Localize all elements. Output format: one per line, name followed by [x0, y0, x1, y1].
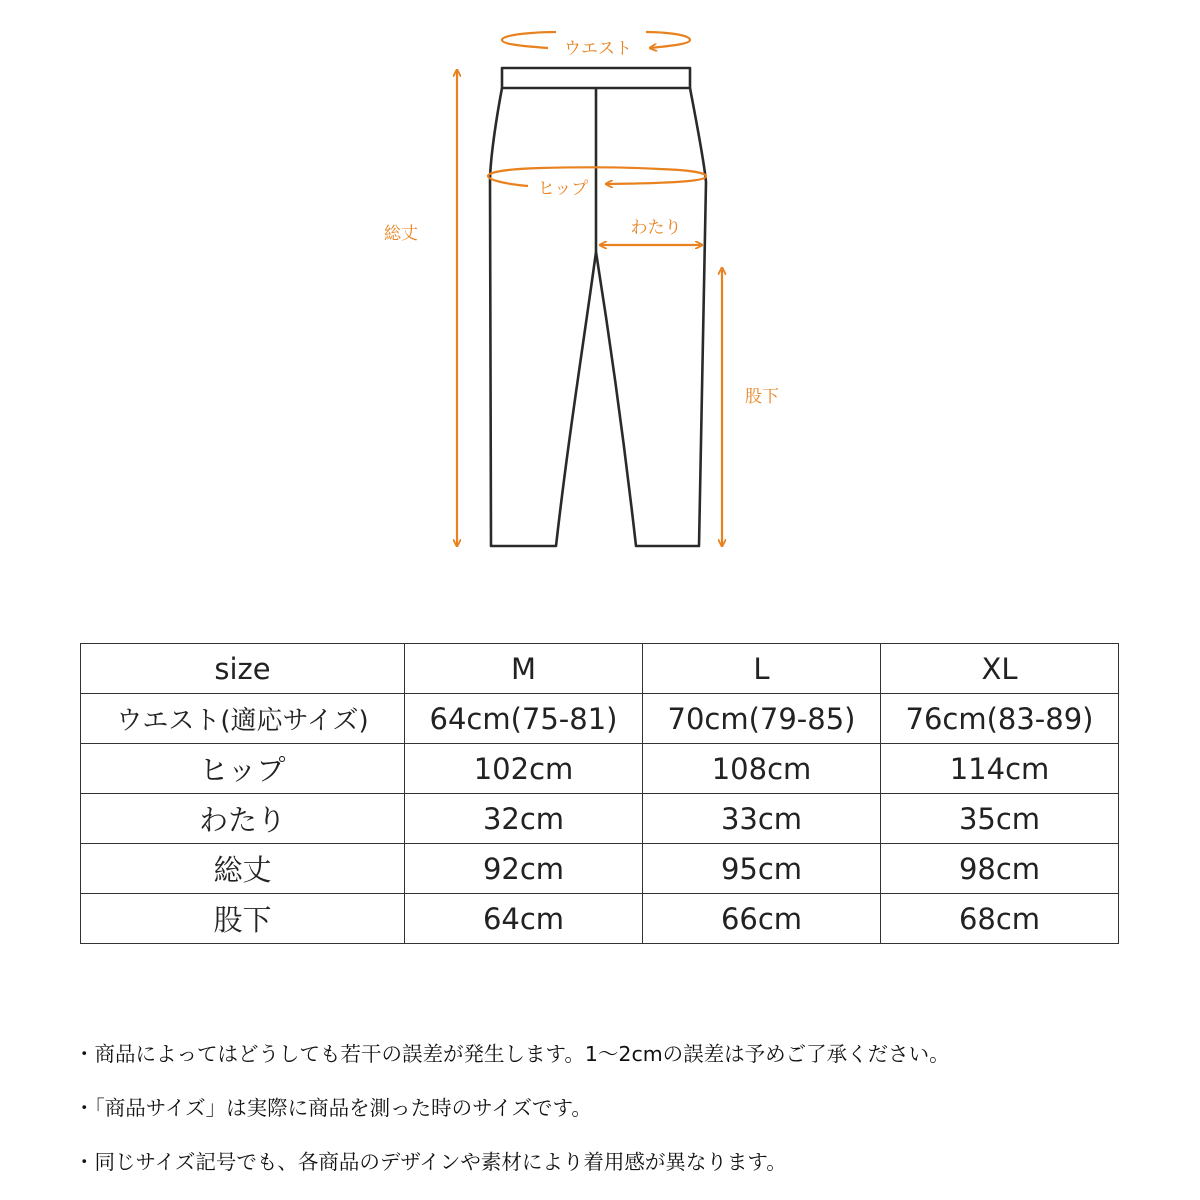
note-item: ・同じサイズ記号でも、各商品のデザインや素材により着用感が異なります。	[74, 1150, 787, 1174]
note-item: ・「商品サイズ」は実際に商品を測った時のサイズです。	[74, 1096, 592, 1120]
table-cell: 92cm	[405, 844, 643, 894]
table-cell: 35cm	[881, 794, 1119, 844]
row-label-waist: ウエスト(適応サイズ)	[81, 694, 405, 744]
table-cell: 66cm	[643, 894, 881, 944]
header-size-m: M	[405, 644, 643, 694]
total-length-label: 総丈	[384, 224, 418, 244]
left-leg-outline	[490, 88, 596, 546]
table-row-hip	[81, 744, 1119, 794]
table-cell: 68cm	[881, 894, 1119, 944]
table-cell: 64cm	[405, 894, 643, 944]
inseam-measure	[722, 268, 779, 546]
thigh-measure	[600, 218, 702, 245]
waist-arc-left	[502, 32, 556, 48]
waist-label: ウエスト	[564, 39, 632, 59]
waistband	[502, 68, 690, 88]
header-size-l: L	[643, 644, 881, 694]
pants-outline	[490, 68, 706, 546]
header-label-cell: size	[81, 644, 405, 694]
note-item: ・商品によってはどうしても若干の誤差が発生します。1〜2cmの誤差は予めご了承ください。	[74, 1042, 950, 1066]
hip-label: ヒップ	[537, 179, 589, 199]
table-row-thigh	[81, 794, 1119, 844]
hip-arc-right	[606, 176, 706, 184]
table-cell: 76cm(83-89)	[881, 694, 1119, 744]
table-cell: 70cm(79-85)	[643, 694, 881, 744]
right-leg-outline	[596, 88, 706, 546]
header-size-xl: XL	[881, 644, 1119, 694]
table-cell: 98cm	[881, 844, 1119, 894]
notes-list	[74, 1036, 950, 1198]
table-row-inseam	[81, 894, 1119, 944]
row-label-total-length: 総丈	[81, 844, 405, 894]
table-cell: 114cm	[881, 744, 1119, 794]
table-cell: 32cm	[405, 794, 643, 844]
table-row-total-length	[81, 844, 1119, 894]
row-label-thigh: わたり	[81, 794, 405, 844]
row-label-hip: ヒップ	[81, 744, 405, 794]
table-cell: 33cm	[643, 794, 881, 844]
table-row-waist	[81, 694, 1119, 744]
table-cell: 108cm	[643, 744, 881, 794]
table-cell: 95cm	[643, 844, 881, 894]
waist-arc-right	[646, 32, 690, 48]
inseam-label: 股下	[745, 387, 779, 407]
table-cell: 102cm	[405, 744, 643, 794]
total-length-measure	[384, 70, 457, 546]
thigh-label: わたり	[630, 218, 682, 238]
waist-measure	[502, 32, 690, 59]
table-header-row	[81, 644, 1119, 694]
size-table	[80, 643, 1119, 944]
table-cell: 64cm(75-81)	[405, 694, 643, 744]
row-label-inseam: 股下	[81, 894, 405, 944]
